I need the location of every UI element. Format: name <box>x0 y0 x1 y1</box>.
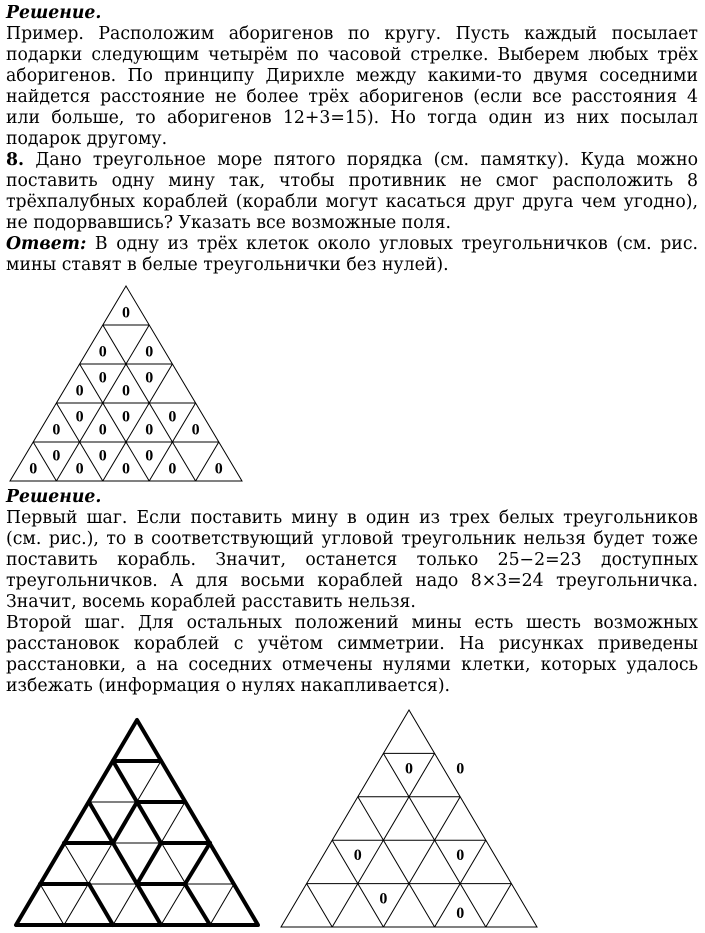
fig1-zero-21: 0 <box>214 460 223 478</box>
solution-2-heading: Решение. <box>6 487 102 507</box>
figure-2-ships <box>16 720 258 926</box>
fig1-zero-7: 0 <box>52 421 61 439</box>
fig1-zero-8: 0 <box>75 408 84 426</box>
fig1-zero-0: 0 <box>122 304 130 322</box>
fig1-zero-14: 0 <box>29 460 38 478</box>
fig3-zero-2: 0 <box>353 847 362 865</box>
problem-8-text: Дано треугольное море пятого порядка (см. памятку). Куда можно поставить одну мину так, чтобы противник не смог расположить 8 трёхпалубных кораблей (корабли могут касаться друг друга чем угодно), не подорвавшись? Указать все возможные поля. <box>6 150 698 233</box>
fig1-zero-3: 0 <box>75 382 84 400</box>
fig1-zero-9: 0 <box>98 421 107 439</box>
fig1-zero-11: 0 <box>145 421 154 439</box>
solution-2 <box>6 487 698 697</box>
solution-2-step1: Первый шаг. Если поставить мину в один из трех белых треугольников (см. рис.), то в соответствующий угловой треугольник нельзя будет тоже поставить корабль. Значит, останется только 25−2=23 доступных треугольничков. А для восьми кораблей надо 8×3=24 треугольничка. Значит, восемь кораблей расставить нельзя. <box>6 508 698 612</box>
solution-1-text: Пример. Расположим аборигенов по кругу. Пусть каждый посылает подарки следующим четырём по часовой стрелке. Выберем любых трёх аборигенов. По принципу Дирихле между какими-то двумя соседними найдется расстояние не более трёх аборигенов (если все расстояния 4 или больше, то аборигенов 12+3=15). Но тогда один из них посылал подарок другому. <box>6 24 698 149</box>
fig1-zero-1: 0 <box>98 343 107 361</box>
fig1-zero-20: 0 <box>168 460 177 478</box>
fig1-zero-10: 0 <box>122 408 130 426</box>
fig1-zero-4: 0 <box>98 369 107 387</box>
figure-3-zeros <box>281 710 537 928</box>
fig1-zero-16: 0 <box>75 460 84 478</box>
fig3-zero-3: 0 <box>456 847 465 865</box>
fig1-zero-18: 0 <box>122 460 130 478</box>
fig3-zero-0: 0 <box>405 760 413 778</box>
fig3-zero-1: 0 <box>456 760 465 778</box>
problem-8 <box>6 150 698 276</box>
fig1-zero-2: 0 <box>145 343 154 361</box>
solution-2-step2: Второй шаг. Для остальных положений мины есть шесть возможных расстановок кораблей с учётом симметрии. На рисунках приведены расстановки, а на соседних отмечены нулями клетки, которых удалось избежать (информация о нулях накапливается). <box>6 613 698 696</box>
answer-label: Ответ: <box>6 234 87 254</box>
answer-text: В одну из трёх клеток около угловых треугольничков (см. рис. мины ставят в белые треугольнички без нулей). <box>6 234 698 275</box>
fig3-zero-5: 0 <box>456 905 465 922</box>
figure-1-triangle <box>10 286 242 482</box>
fig1-zero-13: 0 <box>191 421 200 439</box>
fig1-zero-5: 0 <box>122 382 130 400</box>
fig1-zero-17: 0 <box>98 447 107 465</box>
solution-1-heading: Решение. <box>6 3 102 23</box>
fig1-zero-12: 0 <box>168 408 177 426</box>
fig1-zero-6: 0 <box>145 369 154 387</box>
fig3-zero-4: 0 <box>379 890 388 908</box>
fig1-zero-19: 0 <box>145 447 154 465</box>
fig1-zero-15: 0 <box>52 447 61 465</box>
solution-1 <box>6 3 698 150</box>
problem-8-number: 8. <box>6 150 25 170</box>
